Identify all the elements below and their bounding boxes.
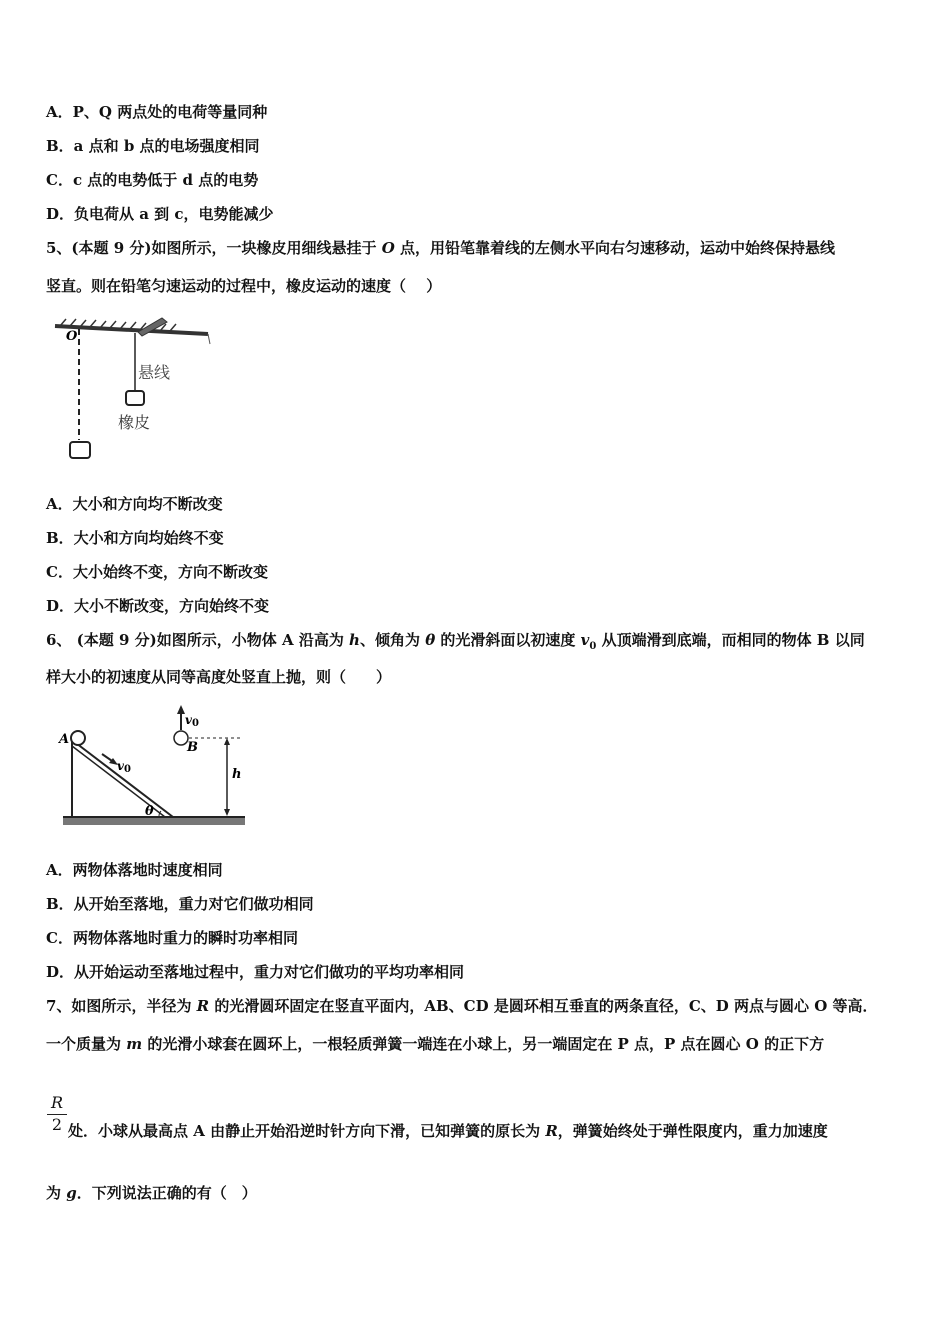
- label-a: A: [59, 732, 70, 747]
- q4-option-d: D．负电荷从 a 到 c，电势能减少: [46, 205, 274, 223]
- height-label: h: [232, 767, 242, 782]
- q4-option-b: B．a 点和 b 点的电场强度相同: [46, 137, 260, 155]
- q7-stem-line4: 为 g．下列说法正确的有（ ）: [46, 1184, 257, 1202]
- q5-option-a: A．大小和方向均不断改变: [46, 495, 223, 513]
- q6-stem-line2: 样大小的初速度从同等高度处竖直上抛，则（ ）: [46, 668, 392, 686]
- q6-option-a: A．两物体落地时速度相同: [46, 861, 223, 879]
- velocity-b-arrow: [177, 705, 185, 730]
- q5-stem-line1: 5、(本题 9 分)如图所示，一块橡皮用细线悬挂于 O 点，用铅笔靠着线的左侧水平向右匀速移动，运动中始终保持悬线: [46, 239, 836, 257]
- q6-figure: [55, 700, 250, 832]
- label-b: B: [187, 740, 198, 755]
- initial-eraser: [70, 442, 90, 458]
- fraction-r-over-2: R 2: [47, 1094, 67, 1134]
- q5-option-d: D．大小不断改变，方向始终不变: [46, 597, 270, 615]
- velocity-a-label: v0: [117, 759, 131, 775]
- object-b: [174, 731, 188, 745]
- eraser: [126, 391, 144, 405]
- q7-stem-line1: 7、如图所示，半径为 R 的光滑圆环固定在竖直平面内，AB、CD 是圆环相互垂直的两条直径，C、D 两点与圆心 O 等高．: [46, 997, 878, 1015]
- q5-option-c: C．大小始终不变，方向不断改变: [46, 563, 268, 581]
- velocity-b-label: v0: [185, 713, 199, 729]
- q4-option-c: C．c 点的电势低于 d 点的电势: [46, 171, 259, 189]
- angle-label: θ: [145, 804, 154, 819]
- q5-option-b: B．大小和方向均始终不变: [46, 529, 224, 547]
- q6-option-d: D．从开始运动至落地过程中，重力对它们做功的平均功率相同: [46, 963, 465, 981]
- velocity-a-arrow: [102, 754, 118, 765]
- q6-option-c: C．两物体落地时重力的瞬时功率相同: [46, 929, 298, 947]
- q6-stem-line1: 6、 (本题 9 分)如图所示，小物体 A 沿高为 h、倾角为 θ 的光滑斜面以初速度 $v_0$ 从顶端滑到底端，而相同的物体 B 以同: [46, 631, 865, 652]
- point-o-label: O: [66, 329, 78, 344]
- q5-stem-line2: 竖直。则在铅笔匀速运动的过程中，橡皮运动的速度（ ）: [46, 277, 442, 295]
- ground: [63, 817, 245, 825]
- q7-stem-line3: 处．小球从最高点 A 由静止开始沿逆时针方向下滑，已知弹簧的原长为 R，弹簧始终处于弹性限度内，重力加速度: [68, 1122, 828, 1140]
- object-a: [71, 731, 85, 745]
- q6-option-b: B．从开始至落地，重力对它们做功相同: [46, 895, 314, 913]
- height-arrow: [224, 738, 230, 816]
- incline-slope: [72, 740, 173, 817]
- q5-figure: [50, 312, 220, 470]
- q7-stem-line2: 一个质量为 m 的光滑小球套在圆环上，一根轻质弹簧一端连在小球上，另一端固定在 P 点，P 点在圆心 O 的正下方: [46, 1035, 825, 1053]
- thread-label: 悬线: [138, 363, 171, 382]
- q4-option-a: A．P、Q 两点处的电荷等量同种: [46, 103, 268, 121]
- eraser-label: 橡皮: [118, 413, 151, 432]
